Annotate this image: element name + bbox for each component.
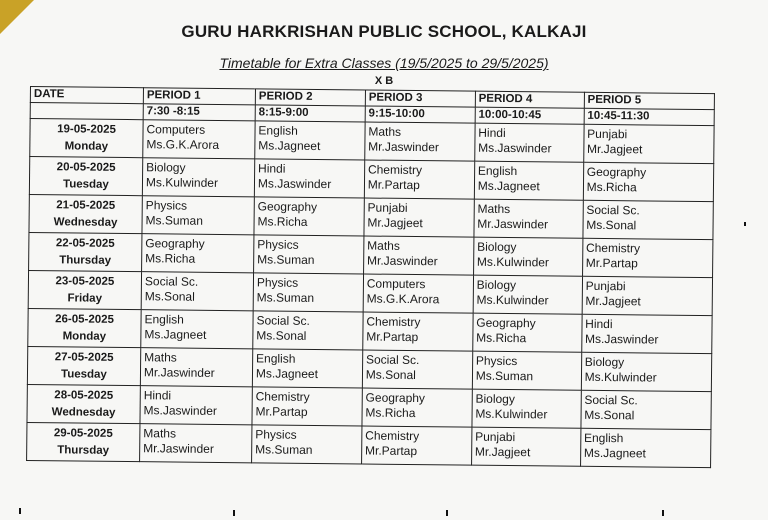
period-cell <box>475 123 584 162</box>
header-period-5: PERIOD 5 <box>584 92 714 109</box>
subject-text: Punjabi <box>475 429 516 445</box>
subject-text: Biology <box>584 354 625 370</box>
teacher-text: Mr.Jaswinder <box>366 253 438 269</box>
teacher-text: Ms.Jaswinder <box>478 140 552 156</box>
period-cell <box>583 162 714 201</box>
period-cell <box>581 390 712 429</box>
period-cell <box>365 122 475 161</box>
period-cell <box>472 389 581 428</box>
teacher-text: Ms.Kulwinder <box>475 406 548 422</box>
subject-text: Geography <box>145 236 205 251</box>
period-cell <box>254 197 364 236</box>
teacher-text: Ms.Kulwinder <box>476 254 550 270</box>
header-period-3: PERIOD 3 <box>365 90 475 107</box>
period-cell <box>474 199 583 238</box>
day-text: Thursday <box>57 444 110 457</box>
period-cell <box>253 235 363 274</box>
day-text: Tuesday <box>62 178 109 191</box>
subject-text: Geography <box>257 199 318 215</box>
teacher-text: Ms.Richa <box>476 330 527 346</box>
period-cell <box>254 159 364 198</box>
subject-text: Chemistry <box>585 240 641 256</box>
subject-text: Punjabi <box>587 126 628 142</box>
period-cell <box>581 352 712 391</box>
subject-text: English <box>144 312 184 327</box>
period-cell <box>362 388 472 427</box>
day-text: Wednesday <box>53 216 118 229</box>
teacher-text: Ms.Jaswinder <box>143 403 218 418</box>
subject-text: Maths <box>144 350 177 365</box>
teacher-text: Mr.Jaswinder <box>368 139 439 155</box>
period-cell <box>143 120 255 159</box>
teacher-text: Ms.Sonal <box>584 407 635 423</box>
date-text: 28-05-2025 <box>54 389 114 402</box>
teacher-text: Mr.Jagjeet <box>474 444 531 460</box>
time-cell: 10:45-11:30 <box>584 108 714 125</box>
teacher-text: Ms.Kulwinder <box>584 369 657 385</box>
subject-text: Hindi <box>585 316 613 332</box>
day-text: Thursday <box>59 254 112 267</box>
subject-text: Hindi <box>257 161 286 176</box>
subject-text: Maths <box>367 238 400 253</box>
header-period-4: PERIOD 4 <box>475 91 584 108</box>
subject-text: Maths <box>477 201 511 217</box>
day-text: Monday <box>64 140 109 153</box>
subject-text: Physics <box>475 353 518 369</box>
teacher-text: Ms.Richa <box>145 251 196 266</box>
date-cell <box>28 270 141 309</box>
day-text: Wednesday <box>51 406 116 419</box>
subject-text: Hindi <box>478 125 506 140</box>
period-cell <box>253 273 363 312</box>
subject-text: Geography <box>365 390 426 406</box>
teacher-text: Ms.Jagneet <box>258 138 321 154</box>
date-text: 19-05-2025 <box>57 123 116 136</box>
period-cell <box>140 348 252 387</box>
date-text: 27-05-2025 <box>54 351 114 364</box>
period-cell <box>473 237 582 276</box>
period-cell <box>141 310 253 349</box>
period-cell <box>142 158 254 197</box>
teacher-text: Ms.Richa <box>365 405 416 421</box>
teacher-text: Ms.Sonal <box>256 328 307 343</box>
teacher-text: Mr.Jaswinder <box>477 216 549 232</box>
timetable-subtitle: Timetable for Extra Classes (19/5/2025 to 29/5/2025) <box>219 55 549 71</box>
stray-mark <box>662 510 664 516</box>
subject-text: English <box>256 351 296 366</box>
subject-text: Physics <box>255 427 297 442</box>
teacher-text: Mr.Jaswinder <box>143 441 214 456</box>
day-text: Monday <box>62 330 107 343</box>
period-cell <box>140 424 252 463</box>
period-cell <box>362 350 472 389</box>
date-cell <box>29 194 142 233</box>
header-date: DATE <box>30 87 143 104</box>
period-cell <box>364 198 474 237</box>
subject-text: Social Sc. <box>365 352 420 368</box>
date-cell <box>27 422 140 461</box>
date-cell <box>27 346 140 385</box>
subject-text: Computers <box>146 122 206 137</box>
period-cell <box>582 276 713 315</box>
time-cell: 7:30 -8:15 <box>143 104 255 121</box>
subject-text: Social Sc. <box>586 202 640 218</box>
subject-text: Physics <box>256 275 299 290</box>
teacher-text: Ms.Jagneet <box>255 366 319 382</box>
school-name: GURU HARKRISHAN PUBLIC SCHOOL, KALKAJI <box>181 22 587 41</box>
teacher-text: Ms.Kulwinder <box>476 292 549 308</box>
teacher-text: Mr.Partap <box>255 404 308 419</box>
date-text: 29-05-2025 <box>53 427 113 440</box>
teacher-text: Ms.Sonal <box>365 367 416 383</box>
period-cell <box>253 311 363 350</box>
teacher-text: Mr.Partap <box>585 255 638 271</box>
teacher-text: Ms.Suman <box>257 252 315 267</box>
subject-text: Chemistry <box>367 162 423 178</box>
subject-text: Social Sc. <box>256 313 310 328</box>
date-text: 20-05-2025 <box>56 161 116 174</box>
day-text: Friday <box>67 292 103 305</box>
period-cell <box>583 200 714 239</box>
period-cell <box>581 314 712 353</box>
day-text: Tuesday <box>60 368 107 381</box>
subject-text: Biology <box>477 239 517 255</box>
teacher-text: Ms.Sonal <box>144 289 195 304</box>
subject-text: Punjabi <box>585 278 626 294</box>
teacher-text: Mr.Partap <box>364 443 418 459</box>
subject-text: Hindi <box>143 388 172 403</box>
subject-text: Physics <box>145 198 188 213</box>
teacher-text: Ms.Richa <box>257 214 308 229</box>
period-cell <box>142 196 254 235</box>
teacher-text: Mr.Jagjeet <box>585 293 641 309</box>
period-cell <box>583 124 714 163</box>
subject-text: Computers <box>366 276 426 292</box>
period-cell <box>471 427 580 466</box>
teacher-text: Mr.Partap <box>366 329 419 345</box>
period-cell <box>363 312 473 351</box>
teacher-text: Ms.Jaswinder <box>257 176 332 192</box>
period-cell <box>252 349 362 388</box>
teacher-text: Ms.Sonal <box>586 217 637 233</box>
teacher-text: Mr.Jagjeet <box>367 215 423 231</box>
teacher-text: Ms.G.K.Arora <box>146 137 220 152</box>
timetable-body <box>27 119 715 468</box>
stray-mark <box>19 508 21 514</box>
header-period-1: PERIOD 1 <box>143 88 255 105</box>
time-cell: 8:15-9:00 <box>255 105 365 122</box>
teacher-text: Ms.Suman <box>145 213 203 228</box>
subject-text: Physics <box>257 237 299 252</box>
date-cell <box>28 308 141 347</box>
period-cell <box>473 313 582 352</box>
subject-text: Chemistry <box>365 428 420 444</box>
date-cell <box>30 119 143 158</box>
subject-text: Biology <box>475 391 515 407</box>
date-cell <box>29 157 142 196</box>
subject-text: Chemistry <box>255 389 310 404</box>
period-cell <box>474 161 583 200</box>
period-cell <box>142 234 254 273</box>
teacher-text: Ms.Jaswinder <box>584 331 659 347</box>
period-cell <box>473 275 582 314</box>
header-period-2: PERIOD 2 <box>255 89 365 106</box>
period-cell <box>364 160 474 199</box>
table-row <box>27 422 711 467</box>
teacher-text: Mr.Jaswinder <box>143 365 215 380</box>
date-cell <box>29 232 142 271</box>
subject-text: Social Sc. <box>584 392 638 408</box>
time-cell: 10:00-10:45 <box>475 107 584 124</box>
period-cell <box>472 351 581 390</box>
subject-text: Geography <box>476 315 536 331</box>
time-cell-empty <box>30 103 143 120</box>
stray-mark <box>744 222 746 226</box>
timetable <box>26 86 715 468</box>
period-cell <box>141 272 253 311</box>
teacher-text: Mr.Partap <box>367 177 420 193</box>
teacher-text: Ms.Suman <box>256 290 315 305</box>
period-cell <box>361 426 471 465</box>
subject-text: Social Sc. <box>144 274 199 289</box>
subject-text: English <box>258 123 298 138</box>
teacher-text: Ms.Richa <box>586 179 637 195</box>
teacher-text: Ms.Jagneet <box>477 178 540 194</box>
period-cell <box>582 238 713 277</box>
date-text: 22-05-2025 <box>55 237 115 250</box>
teacher-text: Ms.Suman <box>255 442 313 457</box>
teacher-text: Ms.G.K.Arora <box>366 291 440 307</box>
teacher-text: Mr.Jagjeet <box>586 141 643 157</box>
date-text: 23-05-2025 <box>55 275 115 288</box>
stray-mark <box>233 510 235 516</box>
subject-text: English <box>583 430 624 446</box>
subject-text: Maths <box>143 426 177 441</box>
stray-mark <box>446 510 448 516</box>
period-cell <box>255 121 365 160</box>
subject-text: Biology <box>146 160 186 175</box>
teacher-text: Ms.Kulwinder <box>145 175 219 190</box>
teacher-text: Ms.Jagneet <box>583 445 646 461</box>
period-cell <box>363 274 473 313</box>
period-cell <box>251 425 361 464</box>
teacher-text: Ms.Suman <box>475 368 534 384</box>
subject-text: Biology <box>476 277 517 293</box>
subject-text: Punjabi <box>367 200 408 215</box>
subject-text: Chemistry <box>366 314 421 330</box>
subject-text: Maths <box>368 124 402 139</box>
date-text: 26-05-2025 <box>55 313 115 326</box>
subject-text: Geography <box>586 164 647 180</box>
class-label: X B <box>374 75 394 87</box>
time-cell: 9:15-10:00 <box>365 106 475 123</box>
date-text: 21-05-2025 <box>56 199 116 212</box>
date-cell <box>27 384 140 423</box>
period-cell <box>363 236 473 275</box>
period-cell <box>140 386 252 425</box>
subject-text: English <box>477 163 518 179</box>
teacher-text: Ms.Jagneet <box>144 327 207 342</box>
period-cell <box>252 387 362 426</box>
period-cell <box>580 428 711 467</box>
